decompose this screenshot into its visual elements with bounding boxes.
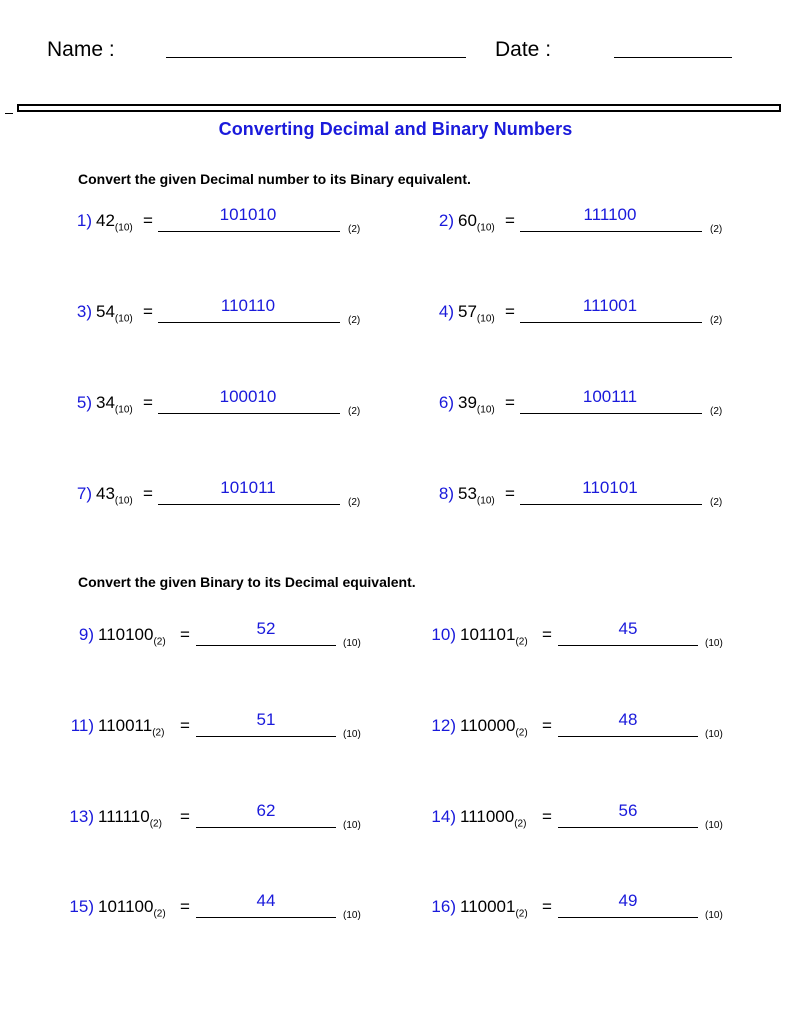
problem-12 <box>431 710 760 740</box>
problem-number: 7) <box>76 484 92 503</box>
source-base: (10) <box>114 222 133 234</box>
problem-13 <box>69 801 398 831</box>
answer-text: 100111 <box>582 387 638 406</box>
problem-9 <box>78 619 398 649</box>
answer-text: 48 <box>618 710 638 729</box>
problem-number: 4) <box>438 302 454 321</box>
problem-number: 10) <box>431 625 456 644</box>
answer-field[interactable] <box>158 322 340 323</box>
answer-field[interactable] <box>196 645 336 646</box>
equals-sign: = <box>143 484 153 503</box>
problem-11 <box>70 710 398 740</box>
source-base: (10) <box>476 222 495 234</box>
answer-field[interactable] <box>520 231 702 232</box>
section-1-instruction: Convert the given Decimal number to its Binary equivalent. <box>78 171 471 187</box>
value-digits: 110011 <box>98 716 153 735</box>
answer-text: 56 <box>618 801 638 820</box>
problem-6 <box>438 387 758 417</box>
value-digits: 101101 <box>460 625 516 644</box>
problem-value <box>98 625 166 647</box>
target-base: (2) <box>710 224 723 235</box>
equals-sign: = <box>143 393 153 412</box>
equals-sign: = <box>180 716 190 735</box>
problem-number: 15) <box>69 897 94 916</box>
problem-8 <box>438 478 758 508</box>
value-digits: 111110 <box>98 807 150 826</box>
equals-sign: = <box>542 716 552 735</box>
target-base: (10) <box>343 638 361 649</box>
value-digits: 39 <box>458 393 477 412</box>
source-base: (10) <box>476 495 495 507</box>
source-base: (10) <box>114 313 133 325</box>
answer-field[interactable] <box>520 413 702 414</box>
target-base: (2) <box>348 224 361 235</box>
equals-sign: = <box>542 807 552 826</box>
problem-7 <box>76 478 396 508</box>
answer-text: 45 <box>618 619 638 638</box>
target-base: (2) <box>348 406 361 417</box>
problem-14 <box>431 801 760 831</box>
problem-5 <box>76 387 396 417</box>
worksheet-title: Converting Decimal and Binary Numbers <box>218 119 573 139</box>
problem-value <box>96 484 133 506</box>
source-base: (2) <box>515 636 528 648</box>
target-base: (2) <box>348 497 361 508</box>
problem-15 <box>69 891 398 921</box>
value-digits: 60 <box>458 211 477 230</box>
equals-sign: = <box>542 897 552 916</box>
date-label: Date : <box>495 38 552 61</box>
target-base: (2) <box>710 315 723 326</box>
problem-value <box>96 211 133 233</box>
problem-number: 2) <box>438 211 454 230</box>
value-digits: 101100 <box>98 897 154 916</box>
target-base: (10) <box>343 729 361 740</box>
problem-number: 11) <box>70 716 94 735</box>
source-base: (2) <box>149 818 162 830</box>
answer-text: 110110 <box>220 296 276 315</box>
problem-number: 6) <box>438 393 454 412</box>
date-field[interactable] <box>614 57 732 58</box>
source-base: (10) <box>114 404 133 416</box>
equals-sign: = <box>505 393 515 412</box>
problem-number: 12) <box>431 716 456 735</box>
answer-text: 111100 <box>583 205 637 224</box>
problem-16 <box>431 891 760 921</box>
problem-number: 14) <box>431 807 456 826</box>
target-base: (10) <box>343 820 361 831</box>
answer-field[interactable] <box>158 413 340 414</box>
equals-sign: = <box>542 625 552 644</box>
problem-value <box>458 484 495 506</box>
answer-field[interactable] <box>558 645 698 646</box>
problem-value <box>460 897 528 919</box>
problem-value <box>460 716 528 738</box>
target-base: (10) <box>705 729 723 740</box>
problem-number: 8) <box>438 484 454 503</box>
answer-field[interactable] <box>558 736 698 737</box>
target-base: (2) <box>348 315 361 326</box>
section-2-instruction: Convert the given Binary to its Decimal equivalent. <box>78 574 416 590</box>
problem-value <box>460 807 526 829</box>
value-digits: 57 <box>458 302 477 321</box>
problem-2 <box>438 205 758 235</box>
value-digits: 43 <box>96 484 115 503</box>
answer-text: 44 <box>256 891 276 910</box>
problem-value <box>458 393 495 415</box>
answer-text: 62 <box>256 801 276 820</box>
equals-sign: = <box>180 897 190 916</box>
answer-text: 51 <box>256 710 276 729</box>
problem-value <box>98 807 162 829</box>
problem-value <box>98 897 166 919</box>
value-digits: 110000 <box>460 716 516 735</box>
answer-text: 111001 <box>582 296 638 315</box>
answer-field[interactable] <box>196 736 336 737</box>
source-base: (2) <box>152 727 165 739</box>
equals-sign: = <box>180 807 190 826</box>
answer-text: 101011 <box>220 478 276 497</box>
source-base: (10) <box>114 495 133 507</box>
answer-text: 52 <box>256 619 276 638</box>
answer-text: 110101 <box>582 478 638 497</box>
source-base: (2) <box>514 818 527 830</box>
answer-field[interactable] <box>558 827 698 828</box>
value-digits: 110001 <box>460 897 516 916</box>
value-digits: 110100 <box>98 625 154 644</box>
target-base: (10) <box>705 910 723 921</box>
problem-number: 3) <box>76 302 92 321</box>
problem-3 <box>76 296 396 326</box>
problem-value <box>460 625 528 647</box>
problem-value <box>458 302 495 324</box>
target-base: (2) <box>710 497 723 508</box>
answer-field[interactable] <box>558 917 698 918</box>
answer-field[interactable] <box>520 322 702 323</box>
value-digits: 111000 <box>460 807 515 826</box>
source-base: (10) <box>476 404 495 416</box>
target-base: (10) <box>343 910 361 921</box>
problem-value <box>96 393 133 415</box>
value-digits: 34 <box>96 393 115 412</box>
problem-4 <box>438 296 758 326</box>
problem-number: 9) <box>78 625 94 644</box>
source-base: (2) <box>153 636 166 648</box>
source-base: (2) <box>515 727 528 739</box>
source-base: (2) <box>153 908 166 920</box>
problem-number: 13) <box>69 807 94 826</box>
answer-text: 49 <box>618 891 638 910</box>
target-base: (2) <box>710 406 723 417</box>
equals-sign: = <box>143 302 153 321</box>
equals-sign: = <box>505 484 515 503</box>
target-base: (10) <box>705 638 723 649</box>
value-digits: 54 <box>96 302 115 321</box>
problem-number: 5) <box>76 393 92 412</box>
source-base: (2) <box>515 908 528 920</box>
source-base: (10) <box>476 313 495 325</box>
name-label: Name : <box>47 38 115 61</box>
equals-sign: = <box>505 302 515 321</box>
value-digits: 53 <box>458 484 477 503</box>
equals-sign: = <box>143 211 153 230</box>
answer-text: 101010 <box>219 205 277 224</box>
problem-number: 1) <box>76 211 92 230</box>
problem-1 <box>76 205 396 235</box>
problem-value <box>458 211 495 233</box>
answer-field[interactable] <box>158 504 340 505</box>
problem-value <box>98 716 164 738</box>
answer-field[interactable] <box>158 231 340 232</box>
answer-field[interactable] <box>196 917 336 918</box>
answer-field[interactable] <box>196 827 336 828</box>
problem-number: 16) <box>431 897 456 916</box>
problem-10 <box>431 619 760 649</box>
equals-sign: = <box>505 211 515 230</box>
equals-sign: = <box>180 625 190 644</box>
answer-field[interactable] <box>520 504 702 505</box>
margin-mark <box>5 113 13 114</box>
target-base: (10) <box>705 820 723 831</box>
value-digits: 42 <box>96 211 115 230</box>
problem-value <box>96 302 133 324</box>
answer-text: 100010 <box>219 387 277 406</box>
name-field[interactable] <box>166 57 466 58</box>
title-divider <box>17 104 781 112</box>
